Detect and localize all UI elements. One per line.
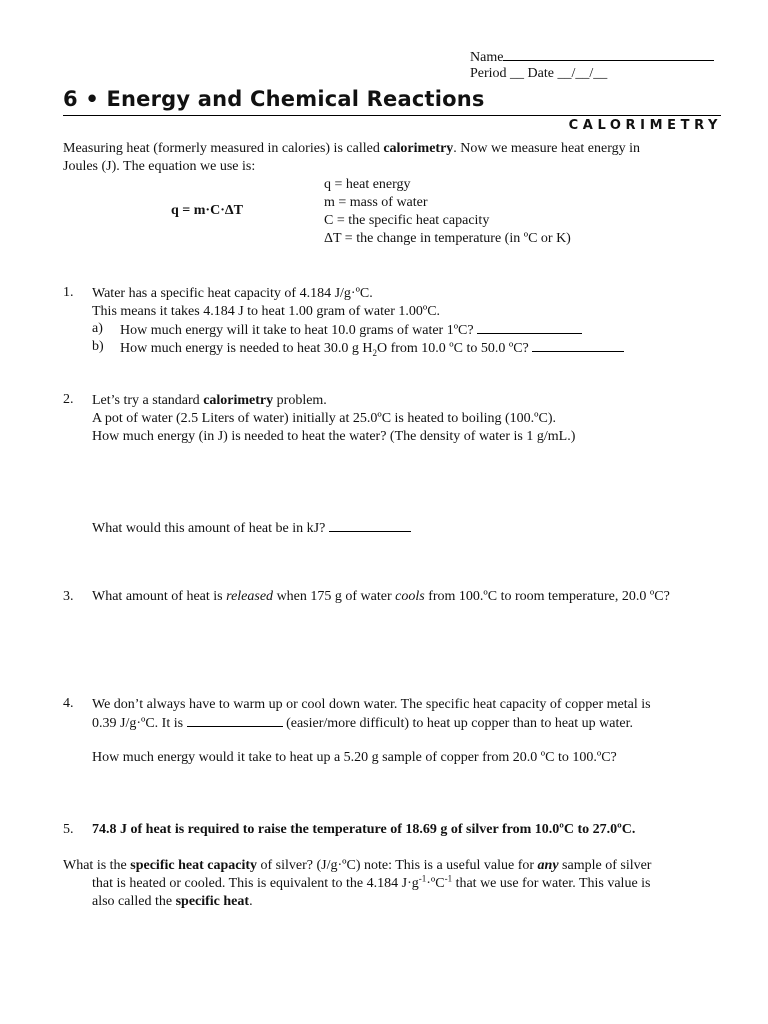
q5-p2-a: that is heated or cooled. This is equivalent to the 4.184 J·g xyxy=(92,876,419,891)
def-dt: ΔT = the change in temperature (in ºC or K) xyxy=(324,231,571,246)
q1b-label: b) xyxy=(92,339,104,354)
q4-line2-b: (easier/more difficult) to heat up copper than to heat up water. xyxy=(282,716,633,731)
q1b xyxy=(120,339,624,357)
q5-number: 5. xyxy=(63,822,74,837)
q1a-text: How much energy will it take to heat 10.0 grams of water 1ºC? xyxy=(120,323,474,338)
q5-p1-a: What is the xyxy=(63,858,131,873)
q1b-sub: 2 xyxy=(372,347,377,358)
intro-line2: Joules (J). The equation we use is: xyxy=(63,159,256,174)
title-divider xyxy=(63,115,721,116)
q5-p3-b: . xyxy=(249,894,253,909)
name-line xyxy=(470,48,714,66)
q5-para-line2 xyxy=(92,873,651,892)
question-2 xyxy=(92,392,575,446)
q3-t1: What amount of heat is xyxy=(92,589,227,604)
name-label: Name xyxy=(470,50,504,65)
question-1 xyxy=(92,285,440,321)
question-4 xyxy=(92,696,651,733)
q1-number: 1. xyxy=(63,285,74,300)
q4-number: 4. xyxy=(63,696,74,711)
q2-line1-b: problem. xyxy=(273,393,327,408)
q2-kj-answer-blank[interactable] xyxy=(329,519,411,532)
period-date-line: Period __ Date __/__/__ xyxy=(470,66,608,81)
intro-text: Measuring heat (formerly measured in calories) is called xyxy=(63,141,384,156)
q3-t2: when 175 g of water xyxy=(273,589,396,604)
q1a-label: a) xyxy=(92,321,103,336)
q4-answer-blank[interactable] xyxy=(187,714,283,727)
name-blank[interactable] xyxy=(503,48,714,61)
q5-p2-b: ·ºC xyxy=(426,876,445,891)
q5-p3-a: also called the xyxy=(92,894,176,909)
q4-line3: How much energy would it take to heat up a 5.20 g sample of copper from 20.0 ºC to 100.ºC? xyxy=(92,750,617,765)
q4-line1: We don’t always have to warm up or cool down water. The specific heat capacity of copper metal is xyxy=(92,697,651,712)
q5-para-line1 xyxy=(63,858,651,874)
q1-line1: Water has a specific heat capacity of 4.184 J/g·ºC. xyxy=(92,286,373,301)
def-c: C = the specific heat capacity xyxy=(324,213,490,228)
question-3 xyxy=(92,589,670,605)
q5-p2-c: that we use for water. This value is xyxy=(452,876,651,891)
q2-line2: A pot of water (2.5 Liters of water) initially at 25.0ºC is heated to boiling (100.ºC). xyxy=(92,411,556,426)
q1a xyxy=(120,321,582,339)
q3-i1: released xyxy=(226,589,274,604)
q5-para-line3 xyxy=(92,894,253,910)
q5-p1-b: of silver? (J/g·ºC) note: This is a useful value for xyxy=(257,858,538,873)
q5-p1-bold: specific heat capacity xyxy=(130,858,258,873)
section-heading: CALORIMETRY xyxy=(568,118,722,133)
q3-t3: from 100.ºC to room temperature, 20.0 ºC? xyxy=(424,589,670,604)
equation-definitions xyxy=(324,176,571,248)
q2-followup-text: What would this amount of heat be in kJ? xyxy=(92,521,326,536)
q1b-text2: O from 10.0 ºC to 50.0 ºC? xyxy=(376,341,529,356)
def-q: q = heat energy xyxy=(324,177,411,192)
q3-i2: cools xyxy=(395,589,425,604)
page-title: 6 • Energy and Chemical Reactions xyxy=(63,87,485,111)
q2-number: 2. xyxy=(63,392,74,407)
q3-number: 3. xyxy=(63,589,74,604)
q2-line1 xyxy=(92,392,575,410)
intro-bold: calorimetry xyxy=(383,141,454,156)
def-m: m = mass of water xyxy=(324,195,428,210)
q1b-answer-blank[interactable] xyxy=(532,339,624,352)
q5-p1-c: sample of silver xyxy=(558,858,652,873)
q2-followup xyxy=(92,519,411,537)
q1b-text1: How much energy is needed to heat 30.0 g H xyxy=(120,341,373,356)
intro-text-after: . Now we measure heat energy in xyxy=(453,141,641,156)
q5-statement: 74.8 J of heat is required to raise the temperature of 18.69 g of silver from 10.0ºC to 27.0ºC. xyxy=(92,822,636,837)
q5-p2-sup1: -1 xyxy=(418,873,427,884)
q1-line2: This means it takes 4.184 J to heat 1.00 gram of water 1.00ºC. xyxy=(92,304,441,319)
q5-p3-bold: specific heat xyxy=(175,894,250,909)
q2-line1-bold: calorimetry xyxy=(203,393,274,408)
q2-line1-a: Let’s try a standard xyxy=(92,393,204,408)
q5-p1-bi: any xyxy=(537,858,559,873)
q4-line2-a: 0.39 J/g·ºC. It is xyxy=(92,716,187,731)
equation-formula: q = m·C·ΔT xyxy=(171,203,243,218)
intro-paragraph xyxy=(63,140,723,176)
q2-line3: How much energy (in J) is needed to heat the water? (The density of water is 1 g/mL.) xyxy=(92,429,576,444)
q4-line2 xyxy=(92,714,651,733)
q1a-answer-blank[interactable] xyxy=(477,321,582,334)
q5-p2-sup2: -1 xyxy=(444,873,453,884)
